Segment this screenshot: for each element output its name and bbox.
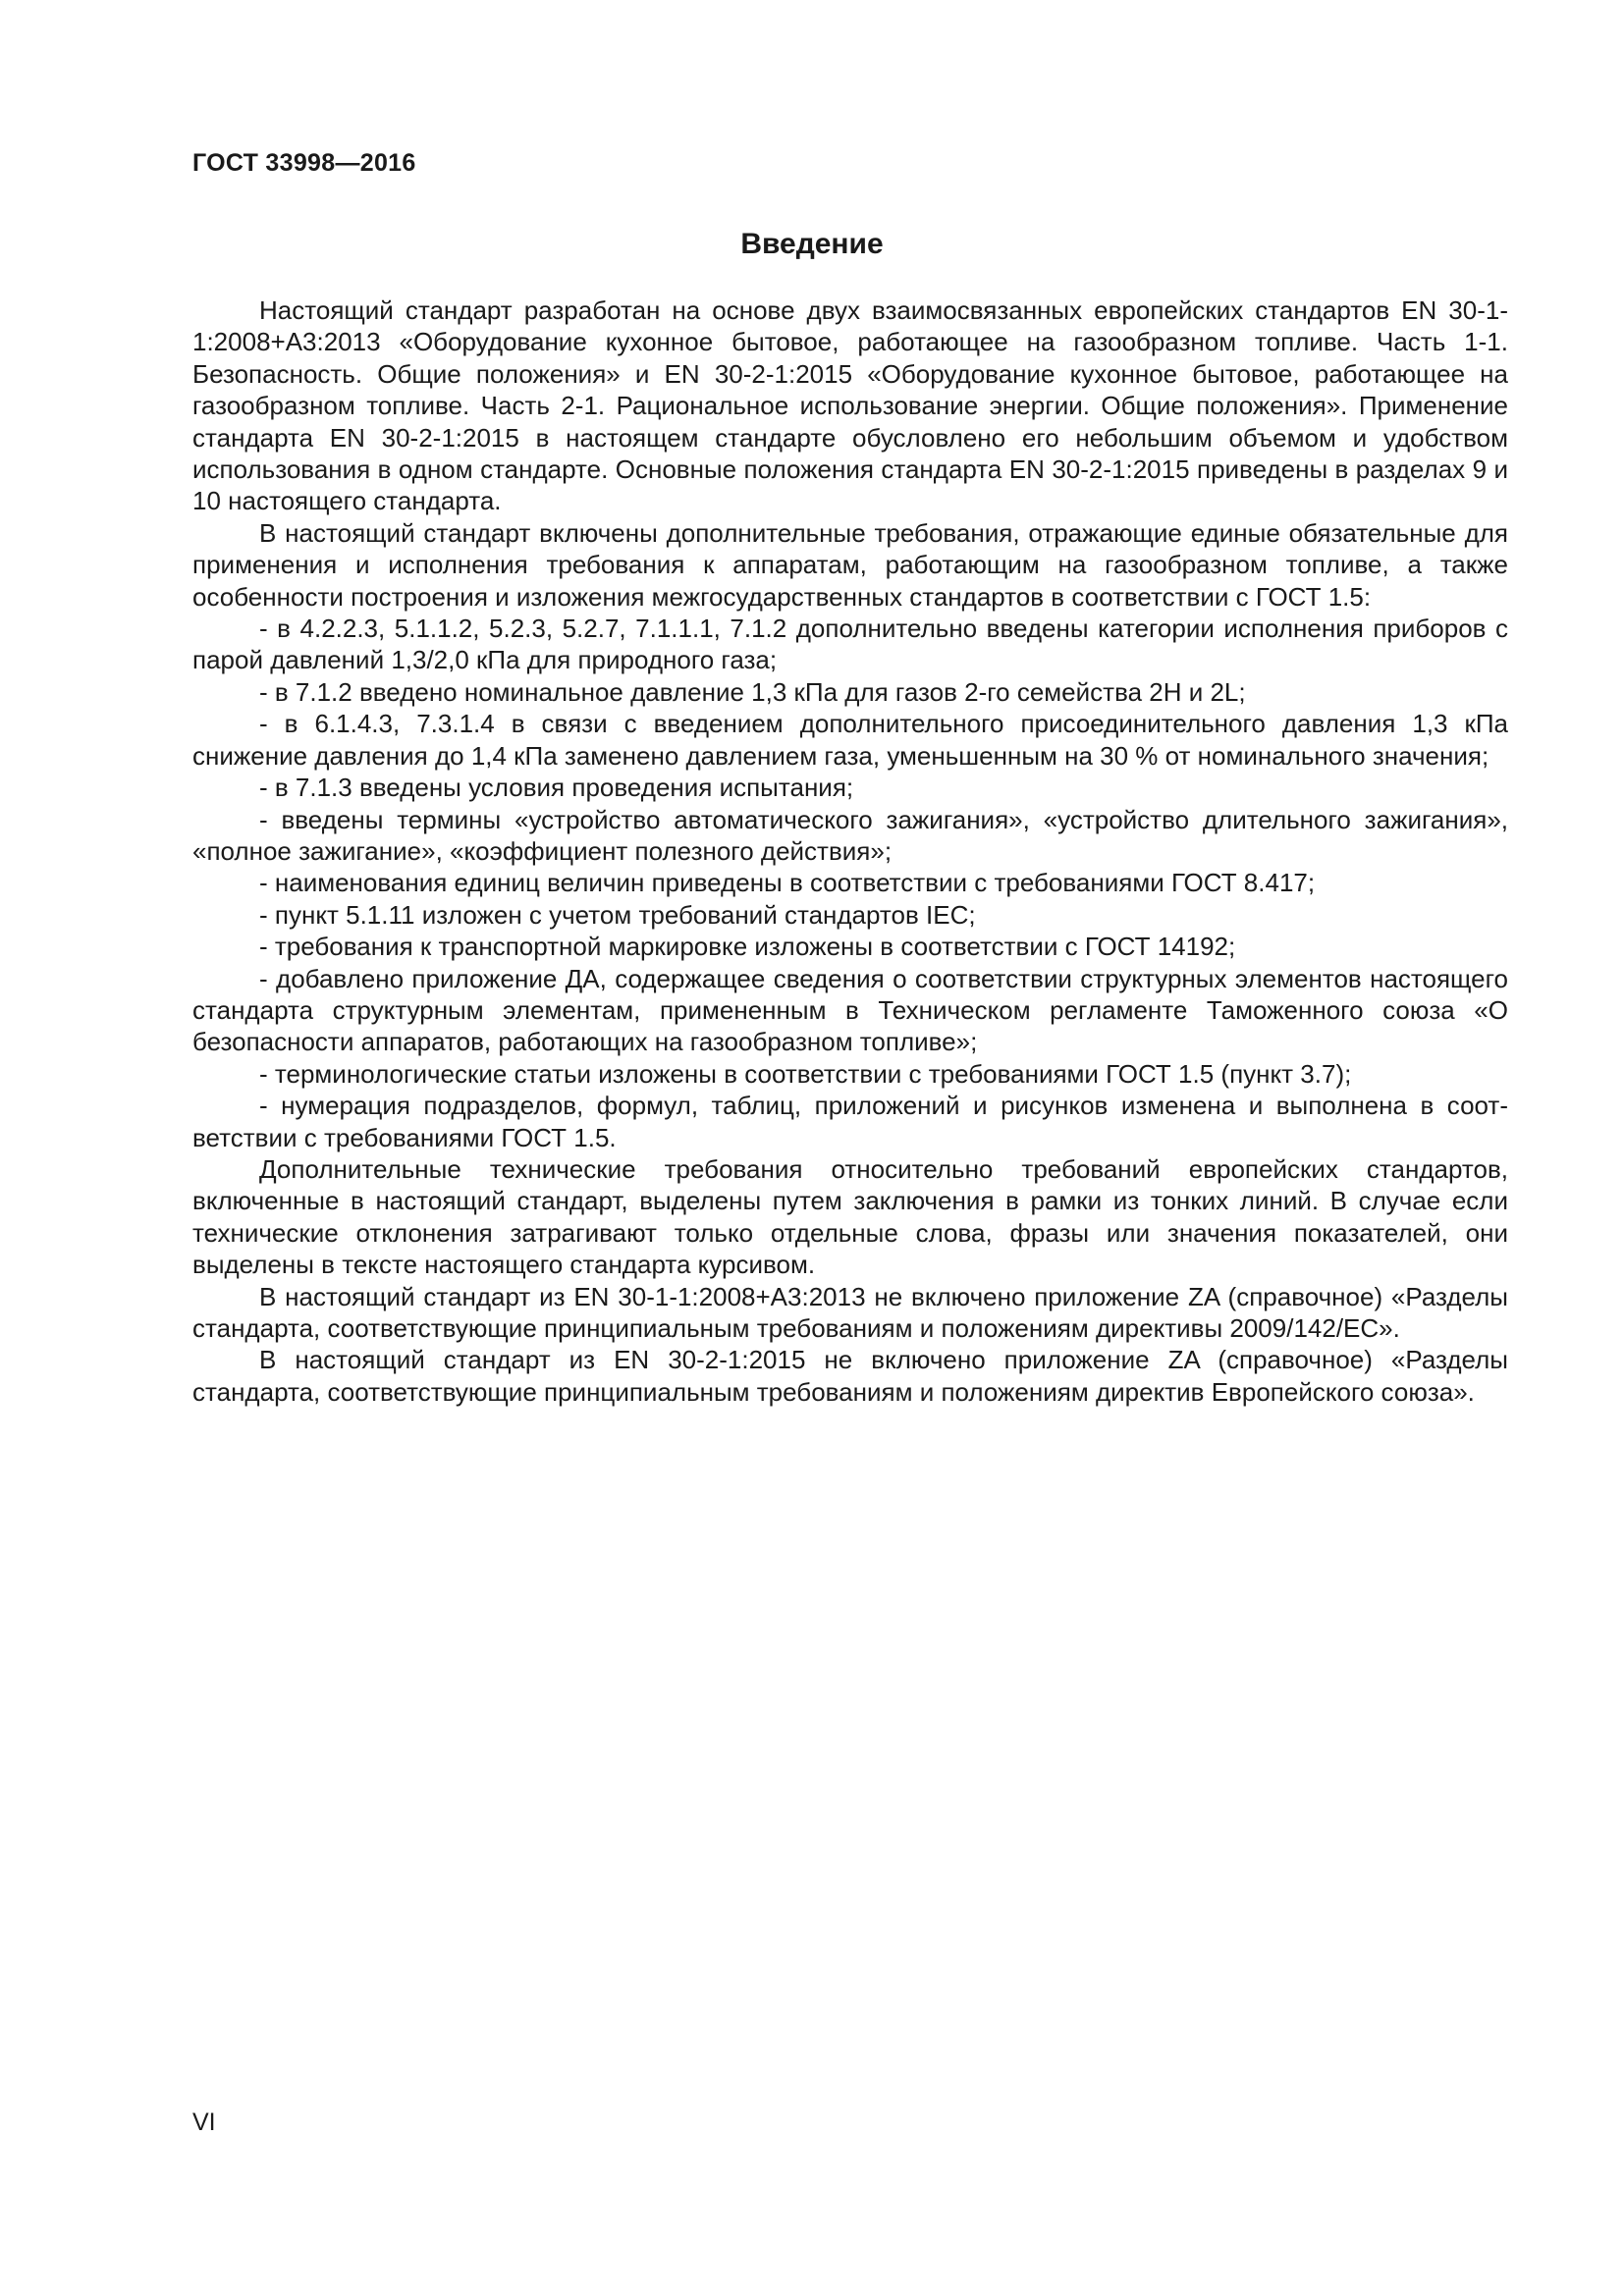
list-item: - требования к транспортной маркировке изложены в соответствии с ГОСТ 14192; <box>259 932 1236 962</box>
list-item: - пункт 5.1.11 изложен с учетом требований стандартов IEC; <box>259 899 976 930</box>
section-title: Введение <box>740 228 884 260</box>
list-item: - нумерация подразделов, формул, таблиц, приложений и рисунков изменена и выполнена в соответствии с требованиями ГОСТ 1.5. <box>192 1091 1508 1152</box>
list-item: - наименования единиц величин приведены в соответствии с требованиями ГОСТ 8.417; <box>259 868 1316 898</box>
paragraph: В настоящий стандарт включены дополнительные требования, отражающие единые обязательные для применения и исполнения требования к аппаратам, работающим на газообразном топливе, а также особенности построения и изложения межгосударственных стандартов в соответствии с ГОСТ 1.5: <box>192 517 1508 612</box>
page-number: VI <box>192 2109 216 2136</box>
list-item: - в 4.2.2.3, 5.1.1.2, 5.2.3, 5.2.7, 7.1.1.1, 7.1.2 дополнительно введены категории исполнения приборов с парой давлений 1,3/2,0 кПа для природного газа; <box>192 614 1508 675</box>
paragraph: Настоящий стандарт разработан на основе двух взаимосвязанных европейских стандартов EN 30-1-1:2008+A3:2013 «Оборудование кухонное бытовое, работающее на газообразном топливе. Часть 1-1. Безопасность. Общие положения» и EN 30-2-1:2015 «Оборудование кухонное бытовое, работающее на газообразном топливе. Часть 2-1. Рациональное использование энергии. Общие положения». Применение стандарта EN 30-2-1:2015 в настоящем стандарте обусловлено его небольшим объемом и удобством использования в одном стандарте. Основные положения стандарта EN 30-2-1:2015 приведены в разделах 9 и 10 настоящего стандарта. <box>192 295 1508 516</box>
paragraph: В настоящий стандарт из EN 30-1-1:2008+A3:2013 не включено приложение ZA (справочное) «Разделы стандарта, соответствующие принципиальным требованиям и положениям директивы 2009/142/EC». <box>192 1281 1508 1343</box>
list-item: - добавлено приложение ДА, содержащее сведения о соответствии структурных элементов настоящего стандарта структурным элементам, примененным в Техническом регламенте Таможенного союза «О безопасности аппаратов, работающих на газообразном топливе»; <box>192 963 1508 1057</box>
list-item: - в 6.1.4.3, 7.3.1.4 в связи с введением дополнительного присоединительного давления 1,3 кПа снижение давления до 1,4 кПа заменено давлением газа, уменьшенным на 30 % от номинального значения; <box>192 709 1508 771</box>
paragraph: В настоящий стандарт из EN 30-2-1:2015 не включено приложение ZA (справочное) «Разделы стандарта, соответствующие принципиальным требованиям и положениям директив Европейского союза». <box>192 1345 1508 1407</box>
document-body <box>192 294 1508 1408</box>
document-code: ГОСТ 33998—2016 <box>192 149 416 177</box>
paragraph: Дополнительные технические требования относительно требований европейских стандартов, включенные в настоящий стандарт, выделены путем заключения в рамки из тонких линий. В случае если технические отклонения затрагивают только отдельные слова, фразы или значения показателей, они выделены в тексте настоящего стандарта курсивом. <box>192 1153 1508 1280</box>
list-item: - терминологические статьи изложены в соответствии с требованиями ГОСТ 1.5 (пункт 3.7); <box>259 1058 1352 1089</box>
list-item: - в 7.1.3 введены условия проведения испытания; <box>259 773 854 803</box>
list-item: - в 7.1.2 введено номинальное давление 1,3 кПа для газов 2-го семейства 2H и 2L; <box>259 676 1246 707</box>
list-item: - введены термины «устройство автоматического зажигания», «устройство длительного зажигания», «полное зажигание», «коэффициент полезного действия»; <box>192 804 1508 866</box>
